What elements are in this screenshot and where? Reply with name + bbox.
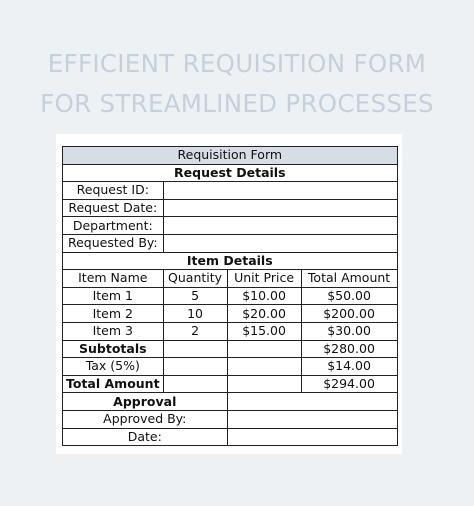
approved-by-field[interactable] — [227, 410, 397, 428]
column-header-unit-price: Unit Price — [227, 270, 301, 288]
unit-price-cell[interactable]: $20.00 — [227, 305, 301, 323]
page-heading — [0, 44, 474, 124]
tax-label: Tax (5%) — [63, 358, 164, 376]
item-name-cell[interactable]: Item 2 — [63, 305, 164, 323]
request-date-label: Request Date: — [63, 199, 164, 217]
department-label: Department: — [63, 217, 164, 235]
subtotals-row — [63, 340, 398, 358]
column-header-quantity: Quantity — [163, 270, 227, 288]
request-id-field[interactable] — [163, 182, 397, 200]
quantity-cell[interactable]: 5 — [163, 287, 227, 305]
item-details-header: Item Details — [63, 252, 398, 270]
quantity-cell[interactable]: 10 — [163, 305, 227, 323]
requested-by-field[interactable] — [163, 234, 397, 252]
subtotals-value[interactable]: $280.00 — [301, 340, 397, 358]
table-row — [63, 322, 398, 340]
tax-row — [63, 358, 398, 376]
empty-cell — [163, 375, 227, 393]
approved-by-label: Approved By: — [63, 410, 228, 428]
request-date-field[interactable] — [163, 199, 397, 217]
item-name-cell[interactable]: Item 1 — [63, 287, 164, 305]
heading-line-1: EFFICIENT REQUISITION FORM — [47, 49, 427, 78]
item-column-headers — [63, 270, 398, 288]
request-id-row — [63, 182, 398, 200]
empty-cell — [227, 358, 301, 376]
form-title: Requisition Form — [63, 147, 398, 165]
total-amount-row — [63, 375, 398, 393]
approval-blank — [227, 393, 397, 411]
request-details-header: Request Details — [63, 164, 398, 182]
total-amount-cell[interactable]: $200.00 — [301, 305, 397, 323]
item-name-cell[interactable]: Item 3 — [63, 322, 164, 340]
empty-cell — [163, 340, 227, 358]
unit-price-cell[interactable]: $10.00 — [227, 287, 301, 305]
total-amount-value[interactable]: $294.00 — [301, 375, 397, 393]
request-id-label: Request ID: — [63, 182, 164, 200]
department-row — [63, 217, 398, 235]
request-date-row — [63, 199, 398, 217]
approval-date-field[interactable] — [227, 428, 397, 446]
department-field[interactable] — [163, 217, 397, 235]
requisition-table — [62, 146, 398, 446]
approval-date-row — [63, 428, 398, 446]
approved-by-row — [63, 410, 398, 428]
subtotals-label: Subtotals — [63, 340, 164, 358]
tax-value[interactable]: $14.00 — [301, 358, 397, 376]
unit-price-cell[interactable]: $15.00 — [227, 322, 301, 340]
table-row — [63, 287, 398, 305]
column-header-total-amount: Total Amount — [301, 270, 397, 288]
total-amount-cell[interactable]: $50.00 — [301, 287, 397, 305]
requested-by-label: Requested By: — [63, 234, 164, 252]
approval-header: Approval — [63, 393, 228, 411]
column-header-item-name: Item Name — [63, 270, 164, 288]
empty-cell — [227, 375, 301, 393]
approval-date-label: Date: — [63, 428, 228, 446]
total-amount-label: Total Amount — [63, 375, 164, 393]
empty-cell — [227, 340, 301, 358]
empty-cell — [163, 358, 227, 376]
table-row — [63, 305, 398, 323]
requested-by-row — [63, 234, 398, 252]
total-amount-cell[interactable]: $30.00 — [301, 322, 397, 340]
approval-row — [63, 393, 398, 411]
heading-line-2: FOR STREAMLINED PROCESSES — [40, 89, 434, 118]
quantity-cell[interactable]: 2 — [163, 322, 227, 340]
